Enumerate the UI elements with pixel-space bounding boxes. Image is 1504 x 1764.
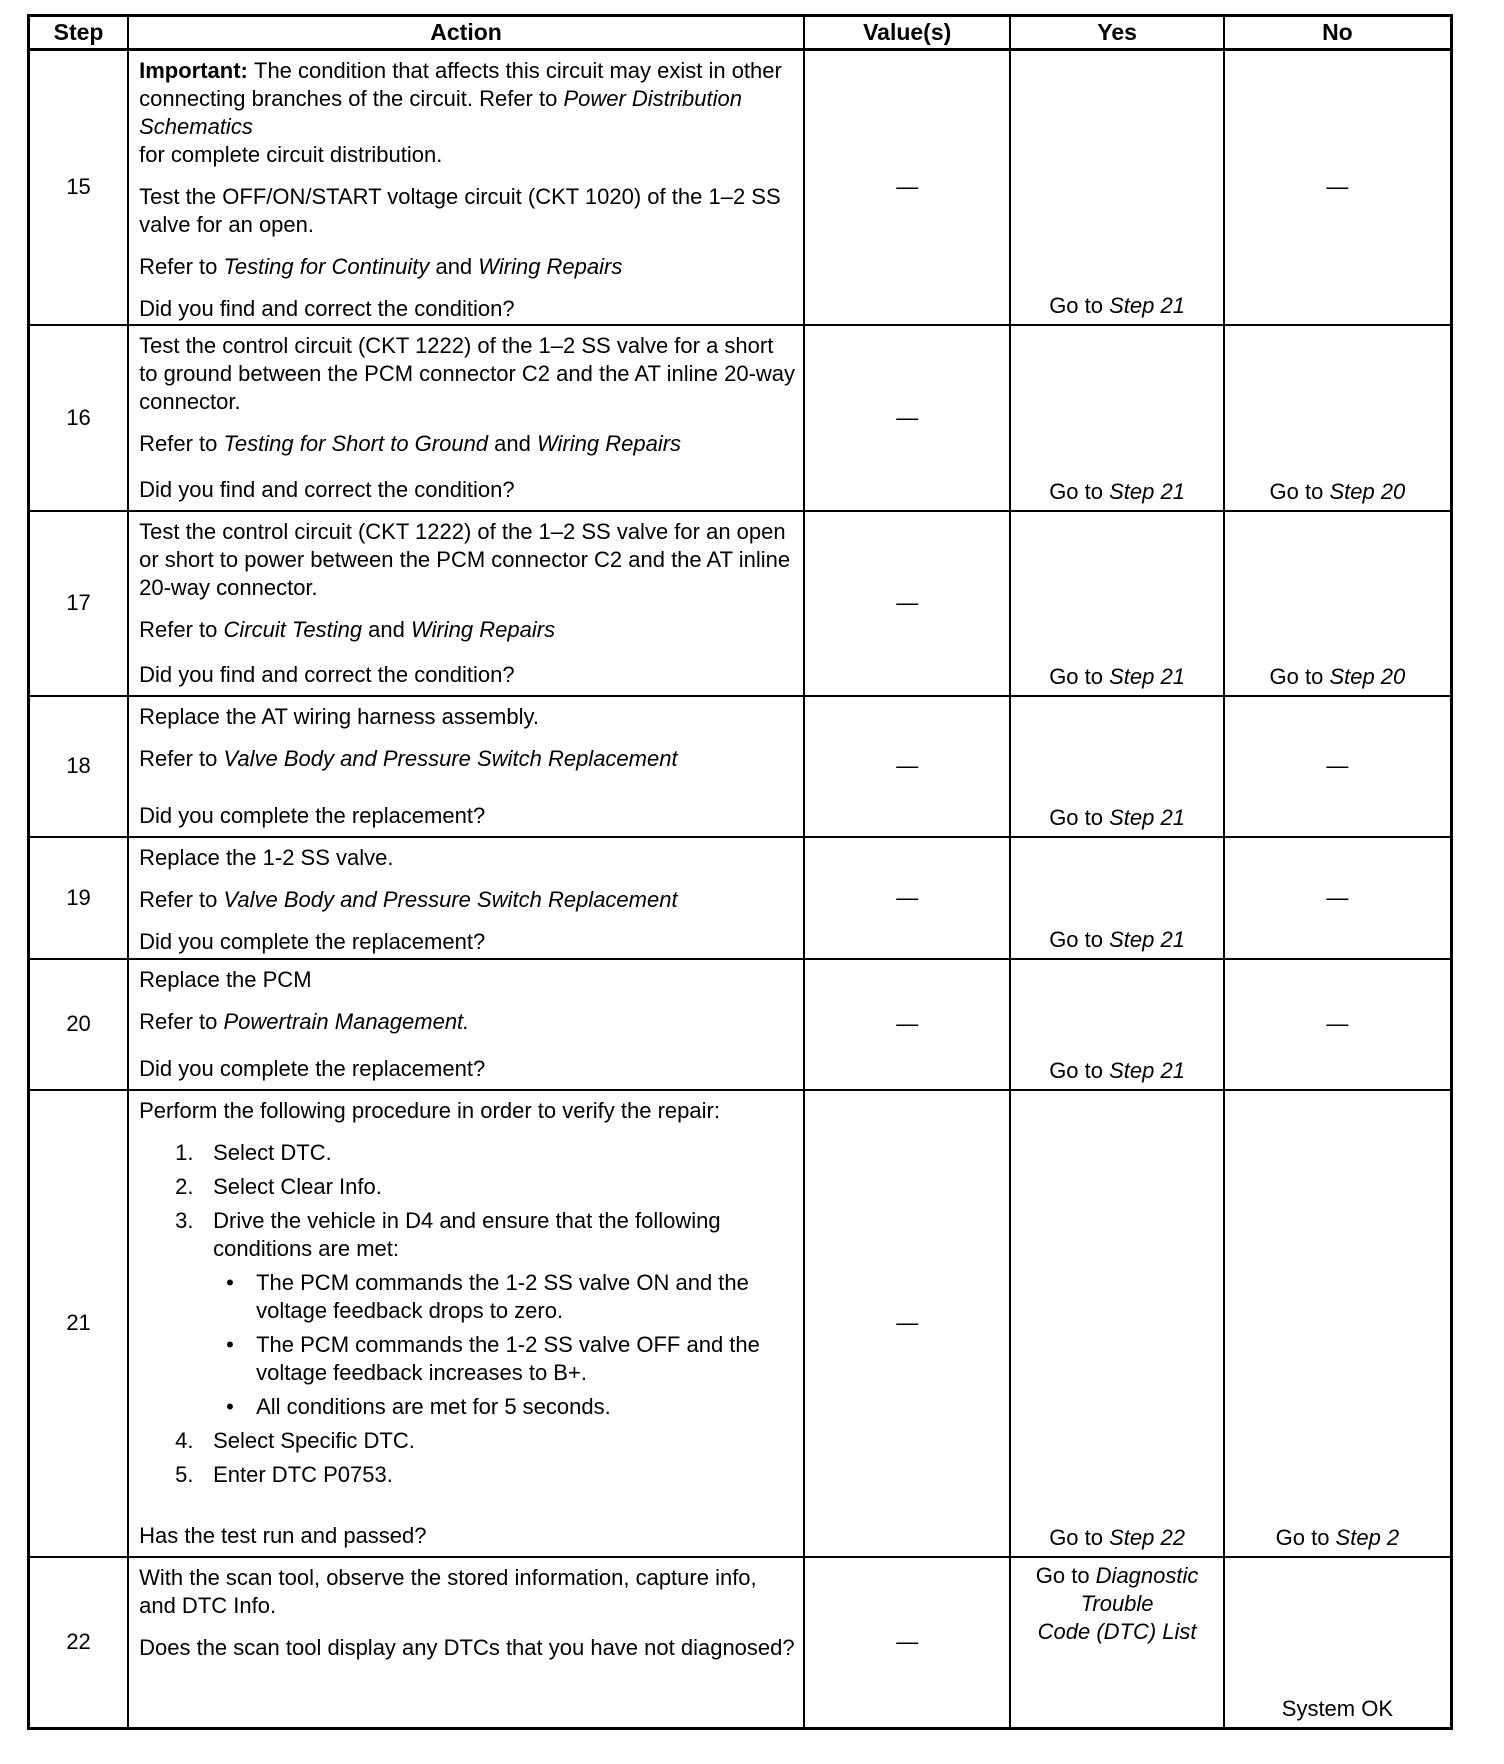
action-paragraph: Refer to Valve Body and Pressure Switch Replacement (139, 745, 678, 771)
action-paragraph: Test the control circuit (CKT 1222) of the 1–2 SS valve for an open or short to power between the PCM connector C2 and the AT inline 20-way connector. (139, 518, 791, 600)
values-cell (804, 959, 1010, 1090)
no-value: — (1326, 753, 1349, 778)
step-number: 22 (66, 1629, 91, 1655)
step-cell (29, 1090, 129, 1557)
action-question: Did you complete the replacement? (139, 802, 486, 828)
col-header-values: Value(s) (804, 16, 1010, 50)
table-row-step-22 (29, 1557, 1452, 1729)
action-cell (128, 511, 804, 696)
action-question: Did you find and correct the condition? (139, 296, 515, 321)
action-cell (128, 1090, 804, 1557)
step-cell (29, 837, 129, 959)
action-paragraph: Replace the 1-2 SS valve. (139, 844, 394, 870)
action-question: Did you complete the replacement? (139, 928, 486, 954)
bullet-item (226, 1393, 795, 1421)
table-row-step-19 (29, 837, 1452, 959)
action-paragraph: Refer to Testing for Short to Ground and Wiring Repairs (139, 430, 682, 456)
no-cell (1224, 959, 1452, 1090)
values-cell (804, 837, 1010, 959)
no-cell (1224, 837, 1452, 959)
no-value: System OK (1281, 1696, 1394, 1721)
action-cell (128, 837, 804, 959)
table-row-step-18 (29, 696, 1452, 837)
values-cell (804, 325, 1010, 511)
no-goto: Go to Step 20 (1269, 663, 1406, 689)
action-paragraph: With the scan tool, observe the stored information, capture info, and DTC Info. (139, 1564, 757, 1618)
step-number: 15 (66, 174, 91, 200)
dash: — (896, 1310, 919, 1335)
yes-cell (1010, 1557, 1223, 1729)
action-paragraph: Important: The condition that affects this circuit may exist in other connecting branches of the circuit. Refer to Power Distribution Schematics for complete circuit distribution. (139, 58, 782, 167)
table-row-step-16 (29, 325, 1452, 511)
step-cell (29, 1557, 129, 1729)
action-paragraph: Test the OFF/ON/START voltage circuit (CKT 1020) of the 1–2 SS valve for an open. (139, 184, 781, 237)
no-value: — (1326, 1011, 1349, 1036)
list-item-text: Select DTC. (213, 1139, 332, 1165)
action-question: Did you complete the replacement? (139, 1055, 486, 1081)
table-row-step-20 (29, 959, 1452, 1090)
list-number: 4. (175, 1427, 194, 1453)
step-number: 19 (66, 884, 91, 910)
list-item-text: Drive the vehicle in D4 and ensure that the following conditions are met: (213, 1207, 721, 1261)
action-paragraph: Refer to Circuit Testing and Wiring Repairs (139, 616, 556, 642)
no-cell (1224, 325, 1452, 511)
bullet-text: All conditions are met for 5 seconds. (256, 1393, 611, 1419)
list-number: 2. (175, 1173, 194, 1199)
table-row-step-21 (29, 1090, 1452, 1557)
no-value: — (1326, 174, 1349, 200)
yes-goto: Go to Step 21 (1049, 663, 1185, 689)
step-cell (29, 696, 129, 837)
dash: — (896, 1629, 919, 1655)
yes-goto: Go to Step 22 (1049, 1524, 1185, 1550)
action-cell (128, 959, 804, 1090)
step-number: 18 (66, 753, 91, 778)
bullet-icon: • (226, 1393, 234, 1419)
action-question: Did you find and correct the condition? (139, 476, 515, 502)
table-row-step-15 (29, 50, 1452, 325)
action-paragraph: Refer to Testing for Continuity and Wiring Repairs (139, 254, 623, 279)
no-cell (1224, 50, 1452, 325)
bullet-text: The PCM commands the 1-2 SS valve ON and the voltage feedback drops to zero. (256, 1269, 749, 1323)
yes-goto: Go to Step 21 (1049, 292, 1185, 318)
dash: — (896, 174, 919, 200)
no-value: — (1326, 884, 1349, 910)
step-number: 20 (66, 1011, 91, 1036)
list-item (175, 1173, 795, 1201)
yes-goto: Go to Diagnostic Trouble Code (DTC) List (1035, 1562, 1199, 1644)
action-question: Has the test run and passed? (139, 1522, 427, 1548)
col-header-no: No (1224, 16, 1452, 50)
yes-cell (1010, 696, 1223, 837)
action-cell (128, 1557, 804, 1729)
step-cell (29, 50, 129, 325)
step-cell (29, 511, 129, 696)
list-number: 3. (175, 1207, 194, 1233)
yes-cell (1010, 325, 1223, 511)
no-cell (1224, 1090, 1452, 1557)
no-cell (1224, 511, 1452, 696)
list-item (175, 1461, 795, 1489)
list-item-text: Select Specific DTC. (213, 1427, 415, 1453)
values-cell (804, 1557, 1010, 1729)
dash: — (896, 404, 919, 430)
diagnostic-steps-table (27, 14, 1453, 1730)
yes-cell (1010, 1090, 1223, 1557)
table-row-step-17 (29, 511, 1452, 696)
bullet-item (226, 1331, 795, 1387)
bullet-text: The PCM commands the 1-2 SS valve OFF and the voltage feedback increases to B+. (256, 1331, 760, 1385)
no-goto: Go to Step 2 (1275, 1524, 1400, 1550)
col-header-yes: Yes (1010, 16, 1223, 50)
action-cell (128, 325, 804, 511)
action-paragraph: Test the control circuit (CKT 1222) of the 1–2 SS valve for a short to ground between the PCM connector C2 and the AT inline 20-way connector. (139, 332, 796, 414)
bullet-icon: • (226, 1269, 234, 1295)
yes-cell (1010, 511, 1223, 696)
values-cell (804, 696, 1010, 837)
action-cell (128, 50, 804, 325)
dash: — (896, 1011, 919, 1036)
bullet-item (226, 1269, 795, 1325)
list-item (175, 1207, 795, 1421)
yes-goto: Go to Step 21 (1049, 926, 1185, 952)
step-number: 16 (66, 404, 91, 430)
yes-cell (1010, 837, 1223, 959)
action-paragraph: Refer to Powertrain Management. (139, 1008, 470, 1034)
list-item (175, 1427, 795, 1455)
no-cell (1224, 696, 1452, 837)
values-cell (804, 50, 1010, 325)
action-paragraph: Refer to Valve Body and Pressure Switch Replacement (139, 886, 678, 912)
action-paragraph: Perform the following procedure in order to verify the repair: (139, 1097, 720, 1123)
list-number: 1. (175, 1139, 194, 1165)
yes-cell (1010, 959, 1223, 1090)
list-item-text: Select Clear Info. (213, 1173, 382, 1199)
dash: — (896, 590, 919, 615)
bullet-icon: • (226, 1331, 234, 1357)
list-item (175, 1139, 795, 1167)
values-cell (804, 1090, 1010, 1557)
step-number: 17 (66, 590, 91, 615)
action-cell (128, 696, 804, 837)
yes-goto: Go to Step 21 (1049, 1057, 1185, 1083)
yes-goto: Go to Step 21 (1049, 804, 1185, 830)
step-cell (29, 325, 129, 511)
action-question: Did you find and correct the condition? (139, 661, 515, 687)
values-cell (804, 511, 1010, 696)
dash: — (896, 884, 919, 910)
list-item-text: Enter DTC P0753. (213, 1461, 393, 1487)
col-header-step: Step (29, 16, 129, 50)
yes-cell (1010, 50, 1223, 325)
dash: — (896, 753, 919, 778)
header-row (29, 16, 1452, 50)
action-question: Does the scan tool display any DTCs that you have not diagnosed? (139, 1634, 795, 1660)
col-header-action: Action (128, 16, 804, 50)
yes-goto: Go to Step 21 (1049, 478, 1185, 504)
step-cell (29, 959, 129, 1090)
step-number: 21 (66, 1310, 91, 1335)
no-cell (1224, 1557, 1452, 1729)
no-goto: Go to Step 20 (1269, 478, 1406, 504)
action-paragraph: Replace the AT wiring harness assembly. (139, 703, 539, 729)
action-paragraph: Replace the PCM (139, 966, 312, 992)
list-number: 5. (175, 1461, 194, 1487)
